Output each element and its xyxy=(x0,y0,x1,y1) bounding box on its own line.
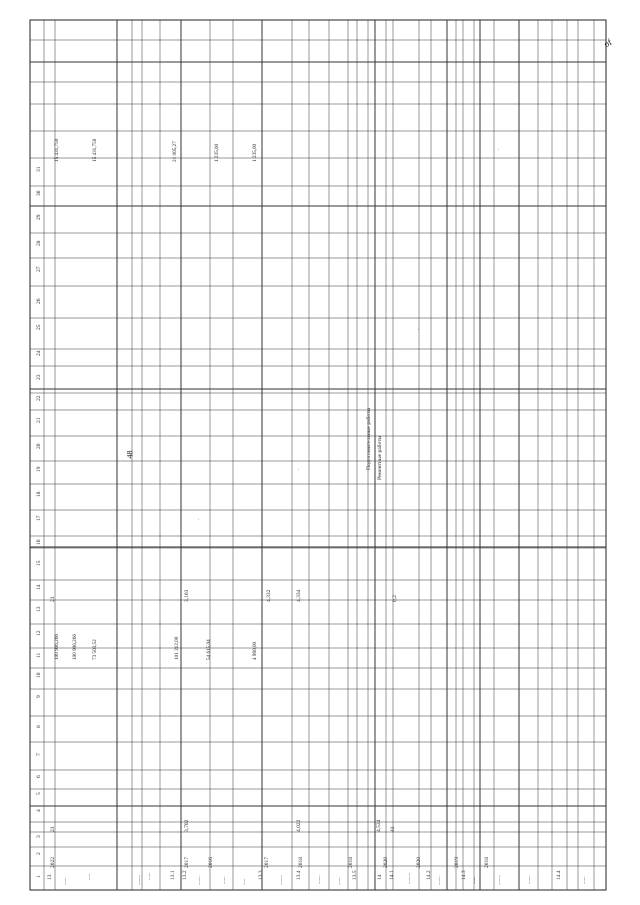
row-year: 2018 xyxy=(484,857,490,868)
column-header-number: 7 xyxy=(36,753,42,756)
column-header-number: 25 xyxy=(36,324,42,330)
table-frame xyxy=(30,20,606,890)
scan-text-mark: ...... xyxy=(337,877,342,885)
row-code: 13.5 xyxy=(352,870,358,880)
column-header-number: 16 xyxy=(36,539,42,545)
row-code: 13.4 xyxy=(296,870,302,880)
row-code: 14.4 xyxy=(556,870,562,880)
column-9-value: 4,332 xyxy=(266,589,272,602)
row-year: 2019 xyxy=(454,857,460,868)
column-header-number: 27 xyxy=(36,266,42,272)
column-9-value: 23 xyxy=(50,596,56,602)
amount-cell-right: 21 005,27 xyxy=(172,141,178,162)
column-header-number: 12 xyxy=(36,630,42,636)
scan-text-mark: ...... xyxy=(63,877,68,885)
page-number: 48 xyxy=(125,450,135,459)
column-header-number: 14 xyxy=(36,584,42,590)
column-5-value: 23 xyxy=(50,826,56,832)
amount-cell-right: 15 431,750 xyxy=(92,138,98,162)
row-year: 2018 xyxy=(348,857,354,868)
scan-text-mark: ......... xyxy=(407,872,412,884)
column-header-number: 17 xyxy=(36,515,42,521)
column-header-number: 24 xyxy=(36,350,42,356)
scan-text-mark: ........ xyxy=(497,875,502,885)
scan-text-mark: ....... xyxy=(317,875,322,884)
row-code: 13.1 xyxy=(170,870,176,880)
column-header-number: 19 xyxy=(36,466,42,472)
column-header-number: 10 xyxy=(36,672,42,678)
amount-cell: 4 980,00 xyxy=(252,641,258,660)
column-header-number: 1 xyxy=(36,875,42,878)
corner-mark: of xyxy=(602,36,614,50)
column-header-number: 28 xyxy=(36,240,42,246)
row-year: 2022 xyxy=(50,857,56,868)
column-header-number: 13 xyxy=(36,606,42,612)
amount-cell: 100 906,266 xyxy=(54,634,60,660)
column-9-value: 4,334 xyxy=(296,589,302,602)
column-header-number: 29 xyxy=(36,214,42,220)
amount-cell-right: 15 431,750 xyxy=(54,138,60,162)
column-header-number: 9 xyxy=(36,695,42,698)
scan-text-mark: ....... xyxy=(197,876,202,885)
scan-text-mark: ........ xyxy=(137,875,142,885)
amount-cell: 54 615,04 xyxy=(206,639,212,660)
scan-text-mark: ...... xyxy=(582,876,587,884)
column-header-number: 22 xyxy=(36,395,42,401)
column-5-value: 3,702 xyxy=(184,819,190,832)
column-header-number: 5 xyxy=(36,792,42,795)
scan-text-mark: · xyxy=(417,328,422,330)
scan-text-mark: ....... xyxy=(437,876,442,885)
row-year: 2020 xyxy=(383,857,389,868)
row-year: 2017 xyxy=(264,857,270,868)
column-5-value: 43 xyxy=(390,826,396,832)
amount-cell: 100 906,266 xyxy=(72,634,78,660)
column-header-number: 21 xyxy=(36,417,42,423)
column-9-value: 3,103 xyxy=(184,589,190,602)
section-header-prep: Подготовительные работы xyxy=(366,407,372,470)
column-header-number: 26 xyxy=(36,298,42,304)
row-year: 2017 xyxy=(184,857,190,868)
row-code: 13.2 xyxy=(182,870,188,880)
scan-text-mark: · xyxy=(297,468,302,470)
row-code: 14 xyxy=(377,874,383,880)
section-header-repair: Ремонтные работы xyxy=(377,435,383,480)
row-year: 2020 xyxy=(416,857,422,868)
column-header-number: 2 xyxy=(36,852,42,855)
row-code: 13 xyxy=(47,874,53,880)
scan-text-mark: ..... xyxy=(87,873,92,880)
column-header-number: 6 xyxy=(36,775,42,778)
row-code: 13.3 xyxy=(258,870,264,880)
column-header-number: 3 xyxy=(36,835,42,838)
scan-text-mark: ..... xyxy=(242,878,247,885)
column-5-value: 4,534 xyxy=(376,819,382,832)
amount-cell-right: 1 235,00 xyxy=(214,143,220,162)
column-header-number: 23 xyxy=(36,374,42,380)
scan-text-mark: ........ xyxy=(279,875,284,885)
column-header-number: 8 xyxy=(36,725,42,728)
column-header-number: 4 xyxy=(36,809,42,812)
column-header-number: 11 xyxy=(36,652,42,658)
column-5-value: 4,022 xyxy=(296,819,302,832)
column-header-number: 30 xyxy=(36,190,42,196)
row-year: 2018 xyxy=(298,857,304,868)
column-header-number: 20 xyxy=(36,443,42,449)
scan-text-mark: · xyxy=(497,148,502,150)
scan-text-mark: ....... xyxy=(527,875,532,884)
row-code: 14.1 xyxy=(389,870,395,880)
column-header-number: 18 xyxy=(36,491,42,497)
column-9-value: 0,2 xyxy=(392,595,398,602)
amount-cell: 73 503,52 xyxy=(92,639,98,660)
amount-cell-right: 1 235,00 xyxy=(252,143,258,162)
column-header-number: 15 xyxy=(36,560,42,566)
scan-text-mark: ...... xyxy=(147,872,152,880)
column-header-number: 31 xyxy=(36,166,42,172)
scan-text-mark: · xyxy=(197,518,202,520)
scan-text-mark: ...... xyxy=(222,876,227,884)
row-code: 14.3 xyxy=(461,870,467,880)
row-code: 14.2 xyxy=(426,870,432,880)
scan-text-mark: ...... xyxy=(472,876,477,884)
amount-cell: 101 212,00 xyxy=(174,636,180,660)
row-year: 2016 xyxy=(208,857,214,868)
